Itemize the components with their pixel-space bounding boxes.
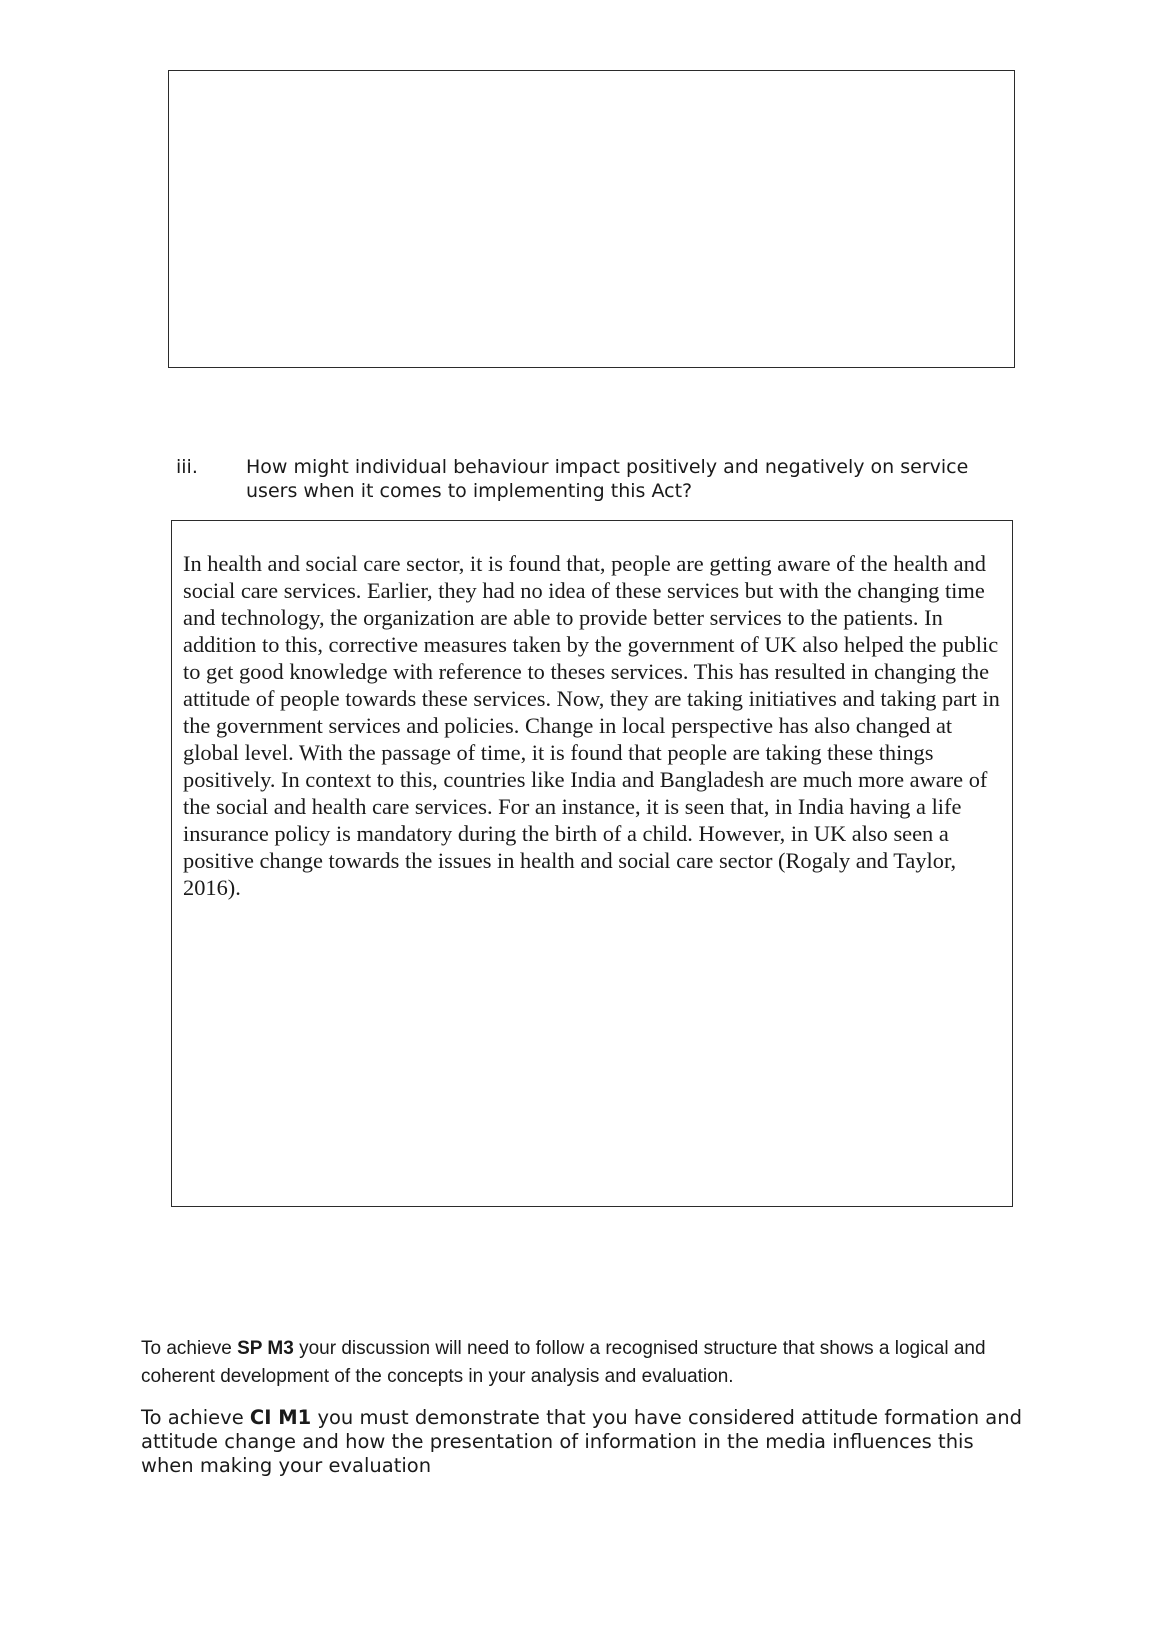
sp-note-prefix: To achieve (141, 1338, 238, 1359)
empty-answer-box[interactable] (168, 70, 1015, 368)
ci-note-suffix: you must demonstrate that you have considered attitude formation and attitude change and how the presentation of information in the media influences this when making your evaluation (141, 1406, 1022, 1477)
ci-criterion: CI M1 (249, 1406, 312, 1429)
question-text: How might individual behaviour impact positively and negatively on service users when it comes to implementing this Act? (246, 456, 969, 502)
ci-m1-note (141, 1406, 1031, 1478)
sp-m3-note (141, 1335, 1021, 1391)
answer-box[interactable] (171, 520, 1013, 1207)
sp-criterion: SP M3 (237, 1338, 294, 1359)
answer-text: In health and social care sector, it is found that, people are getting aware of the health and social care services. Earlier, they had no idea of these services but with the changing time and technology, the organization are able to provide better services to the patients. In addition to this, corrective measures taken by the government of UK also helped the public to get good knowledge with reference to theses services. This has resulted in changing the attitude of people towards these services. Now, they are taking initiatives and taking part in the government services and policies. Change in local perspective has also changed at global level. With the passage of time, it is found that people are taking these things positively. In context to this, countries like India and Bangladesh are much more aware of the social and health care services. For an instance, it is seen that, in India having a life insurance policy is mandatory during the birth of a child. However, in UK also seen a positive change towards the issues in health and social care sector (Rogaly and Taylor, 2016). (183, 551, 1000, 900)
sp-note-suffix: your discussion will need to follow a recognised structure that shows a logical and coherent development of the concepts in your analysis and evaluation. (141, 1338, 986, 1387)
ci-note-prefix: To achieve (141, 1406, 250, 1429)
question-number: iii. (176, 456, 198, 478)
